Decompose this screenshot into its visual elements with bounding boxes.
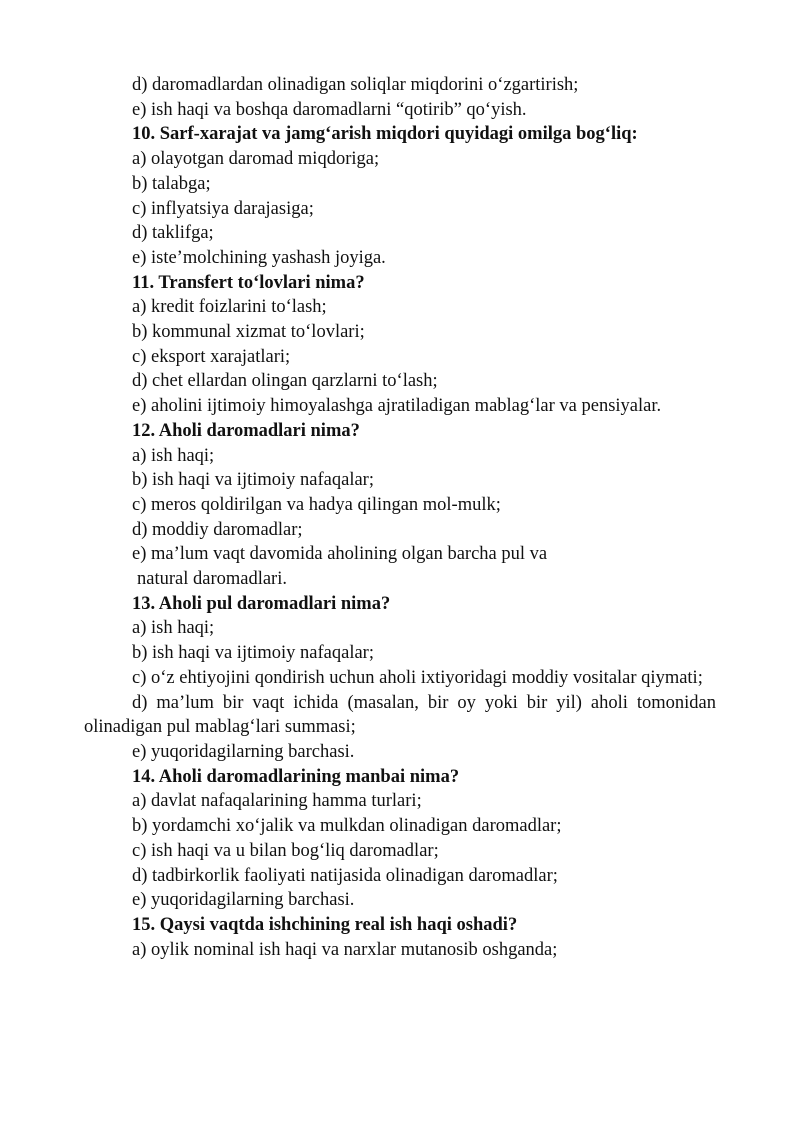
answer-option: e) iste’molchining yashash joyiga.: [132, 247, 386, 268]
question-heading: 12. Aholi daromadlari nima?: [132, 420, 360, 441]
answer-option: d) daromadlardan olinadigan soliqlar miqdorini o‘zgartirish;: [132, 75, 579, 95]
answer-option: e) yuqoridagilarning barchasi.: [132, 890, 355, 911]
question-heading: 15. Qaysi vaqtda ishchining real ish haqi oshadi?: [132, 914, 518, 935]
answer-option: b) kommunal xizmat to‘lovlari;: [132, 322, 365, 343]
document-body: [84, 73, 716, 962]
answer-option: d) ma’lum bir vaqt ichida (masalan, bir oy yoki bir yil) aholi tomonidan olinadigan pul mablag‘lari summasi;: [84, 692, 716, 738]
answer-option: b) talabga;: [132, 173, 211, 194]
answer-option: b) ish haqi va ijtimoiy nafaqalar;: [132, 470, 374, 491]
answer-option: a) oylik nominal ish haqi va narxlar mutanosib oshganda;: [132, 939, 558, 960]
answer-option-continuation: natural daromadlari.: [137, 569, 287, 590]
answer-option: a) ish haqi;: [132, 618, 215, 639]
answer-option: c) meros qoldirilgan va hadya qilingan mol-mulk;: [132, 494, 501, 515]
question-heading: 14. Aholi daromadlarining manbai nima?: [132, 766, 460, 787]
answer-option: e) yuqoridagilarning barchasi.: [132, 741, 355, 762]
answer-option: c) inflyatsiya darajasiga;: [132, 198, 314, 219]
answer-option: d) tadbirkorlik faoliyati natijasida olinadigan daromadlar;: [132, 865, 558, 886]
question-heading: 13. Aholi pul daromadlari nima?: [132, 593, 391, 614]
answer-option: a) davlat nafaqalarining hamma turlari;: [132, 791, 422, 812]
answer-option: b) ish haqi va ijtimoiy nafaqalar;: [132, 643, 374, 664]
answer-option: a) olayotgan daromad miqdoriga;: [132, 149, 380, 170]
answer-option: c) eksport xarajatlari;: [132, 346, 291, 367]
answer-option: c) ish haqi va u bilan bog‘liq daromadlar;: [132, 840, 439, 861]
answer-option: d) moddiy daromadlar;: [132, 519, 303, 540]
answer-option: c) o‘z ehtiyojini qondirish uchun aholi ixtiyoridagi moddiy vositalar qiymati;: [132, 667, 703, 688]
answer-option: e) aholini ijtimoiy himoyalashga ajratiladigan mablag‘lar va pensiyalar.: [132, 396, 662, 417]
answer-option: d) chet ellardan olingan qarzlarni to‘lash;: [132, 371, 438, 392]
answer-option: b) yordamchi xo‘jalik va mulkdan olinadigan daromadlar;: [132, 816, 562, 837]
answer-option: e) ish haqi va boshqa daromadlarni “qotirib” qo‘yish.: [132, 99, 527, 120]
question-heading: 10. Sarf-xarajat va jamg‘arish miqdori quyidagi omilga bog‘liq:: [132, 124, 638, 145]
answer-option: a) ish haqi;: [132, 445, 215, 466]
answer-option: a) kredit foizlarini to‘lash;: [132, 297, 327, 318]
answer-option: e) ma’lum vaqt davomida aholining olgan barcha pul va: [132, 544, 548, 565]
question-heading: 11. Transfert to‘lovlari nima?: [132, 272, 365, 293]
answer-option: d) taklifga;: [132, 223, 214, 244]
